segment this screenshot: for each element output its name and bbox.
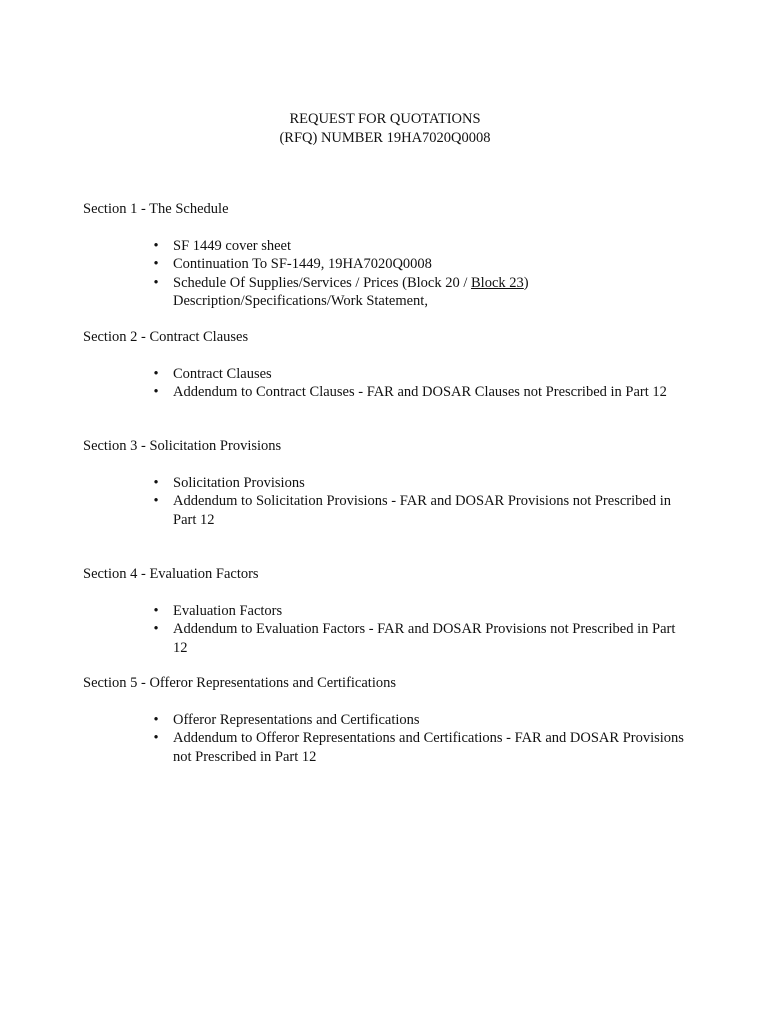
list-item (83, 255, 693, 274)
section-heading: Section 2 - Contract Clauses (83, 329, 249, 345)
bullet-list (83, 237, 693, 311)
bullet-icon: • (153, 621, 159, 637)
list-item (83, 602, 693, 621)
bullet-icon: • (153, 493, 159, 509)
list-item (83, 383, 693, 402)
list-item-text: Addendum to Offeror Representations and Certifications - FAR and DOSAR Provisions not Prescribed in Part 12 (173, 730, 684, 765)
bullet-list (83, 365, 693, 402)
bullet-icon: • (153, 256, 159, 272)
section-2 (83, 328, 693, 402)
list-item-text-prefix: Schedule Of Supplies/Services / Prices (Block 20 / (173, 274, 472, 291)
bullet-icon: • (153, 711, 159, 728)
list-item-text: Addendum to Evaluation Factors - FAR and DOSAR Provisions not Prescribed in Part 12 (173, 621, 676, 656)
list-item (83, 729, 693, 766)
list-item (83, 492, 693, 529)
list-item-text: Evaluation Factors (173, 602, 283, 619)
list-item-text: Solicitation Provisions (173, 474, 305, 491)
bullet-icon: • (153, 602, 159, 619)
bullet-icon: • (153, 237, 159, 254)
section-1 (83, 200, 693, 311)
list-item-text-suffix: ) Description/Specifications/Work Statement, (173, 274, 529, 309)
bullet-icon: • (153, 384, 159, 400)
list-item-text: Addendum to Contract Clauses - FAR and DOSAR Clauses not Prescribed in Part 12 (173, 384, 667, 400)
bullet-icon: • (153, 274, 159, 291)
list-item (83, 237, 693, 256)
bullet-icon: • (153, 474, 159, 491)
section-heading: Section 3 - Solicitation Provisions (83, 438, 282, 454)
section-4 (83, 565, 693, 657)
list-item (83, 711, 693, 730)
list-item (83, 365, 693, 384)
block-23-link[interactable]: Block 23 (471, 274, 524, 291)
bullet-icon: • (153, 365, 159, 382)
list-item (83, 620, 693, 657)
bullet-list (83, 474, 693, 530)
list-item (83, 474, 693, 493)
bullet-list (83, 711, 693, 767)
section-3 (83, 437, 693, 529)
list-item-text: Addendum to Solicitation Provisions - FAR and DOSAR Provisions not Prescribed in Part 12 (173, 493, 671, 528)
list-item-text: Contract Clauses (173, 365, 272, 382)
section-heading: Section 5 - Offeror Representations and Certifications (83, 675, 397, 691)
bullet-list (83, 602, 693, 658)
bullet-icon: • (153, 730, 159, 746)
title-line-1: REQUEST FOR QUOTATIONS (289, 111, 481, 127)
title-line-2: (RFQ) NUMBER 19HA7020Q0008 (279, 129, 491, 146)
section-heading: Section 4 - Evaluation Factors (83, 566, 259, 582)
document-title (0, 110, 770, 147)
list-item-text: Offeror Representations and Certifications (173, 711, 420, 728)
list-item-text: SF 1449 cover sheet (173, 237, 291, 254)
list-item-text: Continuation To SF-1449, 19HA7020Q0008 (173, 256, 432, 272)
list-item (83, 274, 693, 311)
section-heading: Section 1 - The Schedule (83, 201, 229, 217)
section-5 (83, 674, 693, 766)
